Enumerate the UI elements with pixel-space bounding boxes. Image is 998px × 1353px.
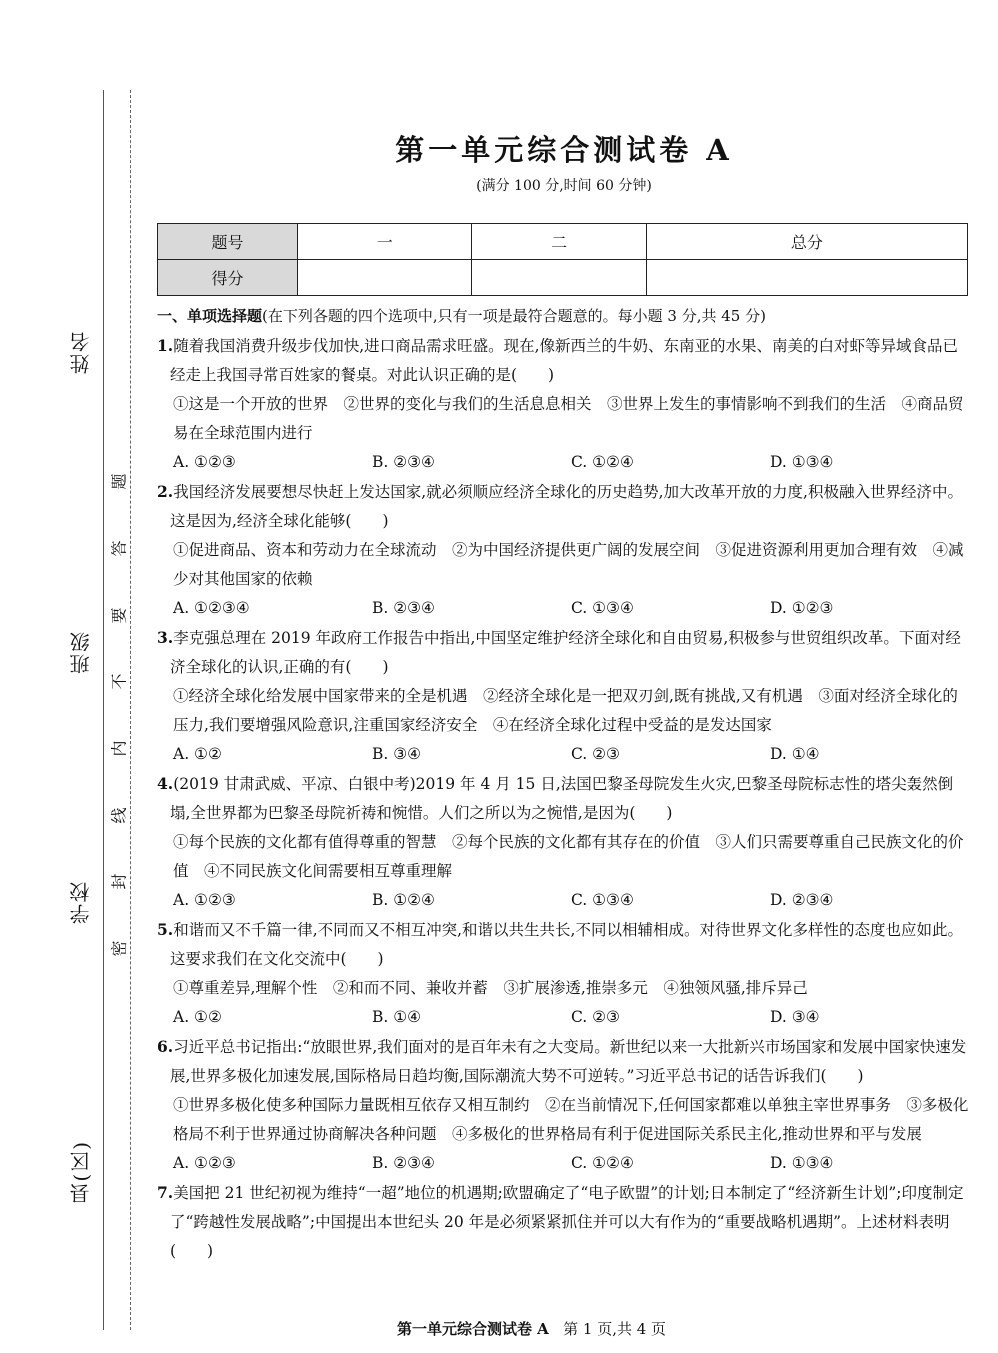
question-text: 我国经济发展要想尽快赶上发达国家,就必须顺应经济全球化的历史趋势,加大改革开放的力度,积极融入世界经济中。这是因为,经济全球化能够( ) — [170, 483, 963, 530]
question-text: 美国把 21 世纪初视为维持“一超”地位的机遇期;欧盟确定了“电子欧盟”的计划;日本制定了“经济新生计划”;印度制定了“跨越性发展战略”;中国提出本世纪头 20 年是必须紧紧抓住并可以大有作为的“重要战略机遇期”。上述材料表明( ) — [170, 1184, 964, 1260]
answer-option[interactable]: D. ②③④ — [770, 891, 834, 909]
question-item — [157, 623, 969, 769]
answer-option[interactable]: A. ①②③ — [173, 891, 236, 909]
answer-option[interactable]: B. ②③④ — [372, 453, 435, 471]
question-text: 随着我国消费升级步伐加快,进口商品需求旺盛。现在,像新西兰的牛奶、东南亚的水果、南美的白对虾等异域食品已经走上我国寻常百姓家的餐桌。对此认识正确的是( ) — [170, 337, 959, 384]
answer-option[interactable]: A. ①②③ — [173, 453, 236, 471]
score-table-score-row — [158, 260, 968, 296]
footer-title: 第一单元综合测试卷 A — [396, 1320, 549, 1338]
question-number: 2. — [157, 482, 174, 501]
seal-line — [130, 90, 131, 1330]
score-cell: 题号 — [158, 224, 298, 260]
page-footer — [0, 1318, 998, 1339]
question-item — [157, 1032, 969, 1178]
answer-option[interactable]: D. ①③④ — [770, 453, 834, 471]
section-title: 一、单项选择题 — [157, 307, 263, 325]
seal-char: 不 — [109, 673, 129, 690]
question-item — [157, 915, 969, 1032]
question-statements: ①每个民族的文化都有值得尊重的智慧 ②每个民族的文化都有其存在的价值 ③人们只需要尊重自己民族文化的价值 ④不同民族文化间需要相互尊重理解 — [173, 833, 964, 880]
question-stem — [157, 331, 969, 390]
score-input-cell[interactable] — [298, 260, 472, 296]
seal-char: 密 — [109, 940, 129, 957]
school-label: 学校 — [68, 880, 93, 924]
county-label: 县(区) — [68, 1140, 93, 1204]
seal-char: 线 — [109, 807, 129, 824]
answer-option[interactable]: A. ①② — [173, 745, 222, 763]
answer-option[interactable]: C. ①②④ — [571, 453, 634, 471]
answer-option[interactable]: D. ③④ — [770, 1008, 820, 1026]
score-cell: 总分 — [646, 224, 967, 260]
score-cell: 二 — [472, 224, 646, 260]
name-label: 姓名 — [68, 330, 93, 374]
answer-options — [157, 886, 969, 915]
question-item — [157, 331, 969, 477]
name-field[interactable] — [60, 330, 100, 374]
answer-option[interactable]: C. ①②④ — [571, 1154, 634, 1172]
answer-options — [157, 594, 969, 623]
question-statements: ①经济全球化给发展中国家带来的全是机遇 ②经济全球化是一把双刃剑,既有挑战,又有机遇 ③面对经济全球化的压力,我们要增强风险意识,注重国家经济安全 ④在经济全球化过程中受益的是发达国家 — [173, 687, 958, 734]
school-field[interactable] — [60, 880, 100, 924]
question-statements: ①促进商品、资本和劳动力在全球流动 ②为中国经济提供更广阔的发展空间 ③促进资源利用更加合理有效 ④减少对其他国家的依赖 — [173, 541, 964, 588]
answer-options — [157, 448, 969, 477]
question-text: 习近平总书记指出:“放眼世界,我们面对的是百年未有之大变局。新世纪以来一大批新兴市场国家和发展中国家快速发展,世界多极化加速发展,国际格局日趋均衡,国际潮流大势不可逆转。”习近平总书记的话告诉我们( ) — [170, 1038, 967, 1085]
question-text: 和谐而又不千篇一律,不同而又不相互冲突,和谐以共生共长,不同以相辅相成。对待世界文化多样性的态度也应如此。这要求我们在文化交流中( ) — [170, 921, 963, 968]
answer-option[interactable]: D. ①②③ — [770, 599, 834, 617]
question-text: 李克强总理在 2019 年政府工作报告中指出,中国坚定维护经济全球化和自由贸易,积极参与世贸组织改革。下面对经济全球化的认识,正确的有( ) — [170, 629, 961, 676]
question-number: 5. — [157, 920, 174, 939]
answer-option[interactable]: D. ①④ — [770, 745, 820, 763]
question-stem — [157, 1178, 969, 1266]
answer-option[interactable]: B. ②③④ — [372, 599, 435, 617]
question-number: 7. — [157, 1183, 174, 1202]
seal-char: 题 — [109, 473, 129, 490]
question-statements: ①尊重差异,理解个性 ②和而不同、兼收并蓄 ③扩展渗透,推崇多元 ④独领风骚,排斥异己 — [173, 979, 808, 997]
answer-option[interactable]: C. ①③④ — [571, 891, 634, 909]
page-subtitle: (满分 100 分,时间 60 分钟) — [476, 178, 652, 194]
score-table — [157, 223, 968, 296]
score-cell: 得分 — [158, 260, 298, 296]
score-input-cell[interactable] — [472, 260, 646, 296]
answer-option[interactable]: B. ③④ — [372, 745, 422, 763]
answer-option[interactable]: A. ①② — [173, 1008, 222, 1026]
question-stem — [157, 915, 969, 974]
answer-option[interactable]: C. ②③ — [571, 745, 620, 763]
question-stem — [157, 477, 969, 536]
seal-char: 答 — [109, 540, 129, 557]
section-note: (在下列各题的四个选项中,只有一项是最符合题意的。每小题 3 分,共 45 分) — [262, 307, 766, 325]
seal-char: 封 — [109, 873, 129, 890]
binding-line — [103, 90, 104, 1330]
score-cell: 一 — [298, 224, 472, 260]
question-item — [157, 769, 969, 915]
answer-options — [157, 1003, 969, 1032]
question-text: (2019 甘肃武威、平凉、白银中考)2019 年 4 月 15 日,法国巴黎圣母院发生火灾,巴黎圣母院标志性的塔尖轰然倒塌,全世界都为巴黎圣母院祈祷和惋惜。人们之所以为之惋惜,是因为( ) — [170, 775, 954, 822]
question-number: 3. — [157, 628, 174, 647]
question-number: 4. — [157, 774, 174, 793]
question-statements: ①这是一个开放的世界 ②世界的变化与我们的生活息息相关 ③世界上发生的事情影响不到我们的生活 ④商品贸易在全球范围内进行 — [173, 395, 964, 442]
answer-option[interactable]: A. ①②③④ — [173, 599, 250, 617]
class-label: 班级 — [68, 630, 93, 674]
seal-char: 内 — [109, 740, 129, 757]
binding-margin — [0, 0, 140, 1353]
answer-options — [157, 740, 969, 769]
question-statements: ①世界多极化使多种国际力量既相互依存又相互制约 ②在当前情况下,任何国家都难以单独主宰世界事务 ③多极化格局不利于世界通过协商解决各种问题 ④多极化的世界格局有利于促进国际关系民主化,推动世界和平与发展 — [173, 1096, 969, 1143]
answer-option[interactable]: C. ②③ — [571, 1008, 620, 1026]
answer-option[interactable]: B. ①④ — [372, 1008, 422, 1026]
class-field[interactable] — [60, 630, 100, 674]
question-item — [157, 477, 969, 623]
seal-char: 要 — [109, 607, 129, 624]
page-title: 第一单元综合测试卷 A — [395, 133, 733, 167]
score-table-header-row — [158, 224, 968, 260]
score-input-cell[interactable] — [646, 260, 967, 296]
question-item — [157, 1178, 969, 1266]
question-stem — [157, 1032, 969, 1091]
answer-option[interactable]: B. ①②④ — [372, 891, 435, 909]
answer-option[interactable]: C. ①③④ — [571, 599, 634, 617]
question-area — [157, 302, 969, 1266]
question-number: 6. — [157, 1037, 174, 1056]
answer-option[interactable]: D. ①③④ — [770, 1154, 834, 1172]
question-stem — [157, 769, 969, 828]
question-number: 1. — [157, 336, 174, 355]
question-list — [157, 331, 969, 1266]
section-heading — [157, 302, 969, 331]
answer-option[interactable]: A. ①②③ — [173, 1154, 236, 1172]
footer-page-info: 第 1 页,共 4 页 — [563, 1320, 667, 1338]
answer-option[interactable]: B. ②③④ — [372, 1154, 435, 1172]
county-field[interactable] — [60, 1140, 100, 1204]
answer-options — [157, 1149, 969, 1178]
question-stem — [157, 623, 969, 682]
